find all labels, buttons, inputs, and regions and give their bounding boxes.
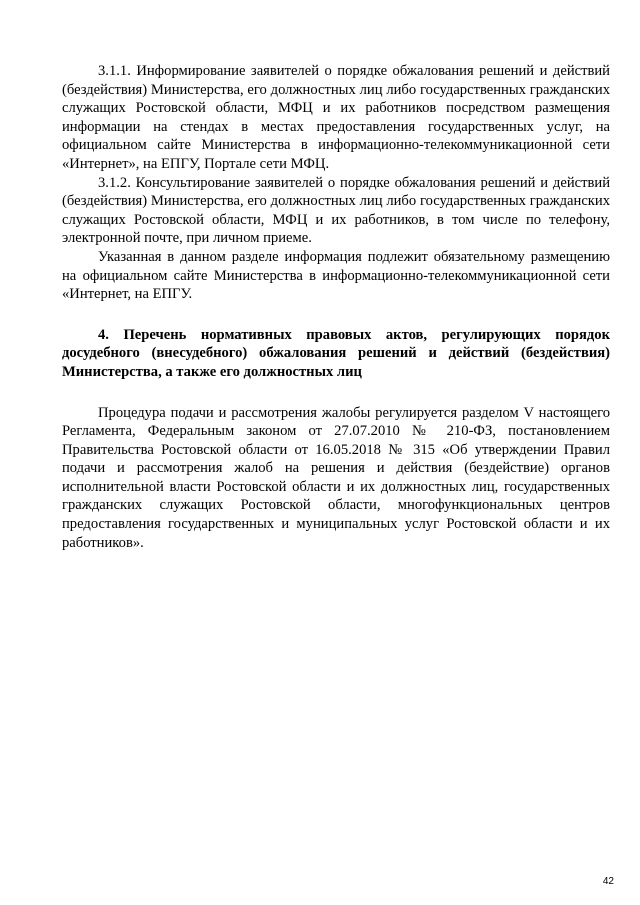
spacer <box>62 304 610 326</box>
section-heading: 4. Перечень нормативных правовых актов, регулирующих порядок досудебного (внесудебного) обжалования решений и действий (бездействия) Министерства, а также его должностных лиц <box>62 326 610 380</box>
paragraph-3-1-2: 3.1.2. Консультирование заявителей о порядке обжалования решений и действий (бездействия) Министерства, его должностных лиц либо государственных гражданских служащих Ростовской области, МФЦ и их работников, в том числе по телефону, электронной почте, при личном приеме. <box>62 174 610 247</box>
paragraph-3-1-1: 3.1.1. Информирование заявителей о порядке обжалования решений и действий (бездействия) Министерства, его должностных лиц либо государственных гражданских служащих Ростовской области, МФЦ и их работников посредством размещения информации на стендах в местах предоставления государственных услуг, на официальном сайте Министерства в информационно-телекоммуникационной сети «Интернет», на ЕПГУ, Портале сети МФЦ. <box>62 63 610 172</box>
paragraph-information-note: Указанная в данном разделе информация подлежит обязательному размещению на официальном сайте Министерства в информационно-телекоммуникационной сети «Интернет, на ЕПГУ. <box>62 248 610 303</box>
paragraph-procedure: Процедура подачи и рассмотрения жалобы регулируется разделом V настоящего Регламента, Федеральным законом от 27.07.2010 № 210-ФЗ, постановлением Правительства Ростовской области от 16.05.2018 № 315 «Об утверждении Правил подачи и рассмотрения жалоб на решения и действия (бездействие) органов исполнительной власти Ростовской области и их должностных лиц, государственных гражданских служащих Ростовской области, многофункциональных центров предоставления государственных и муниципальных услуг Ростовской области и их работников». <box>62 404 610 551</box>
page-number: 42 <box>602 876 614 887</box>
spacer <box>62 382 610 404</box>
page-content <box>62 62 610 552</box>
